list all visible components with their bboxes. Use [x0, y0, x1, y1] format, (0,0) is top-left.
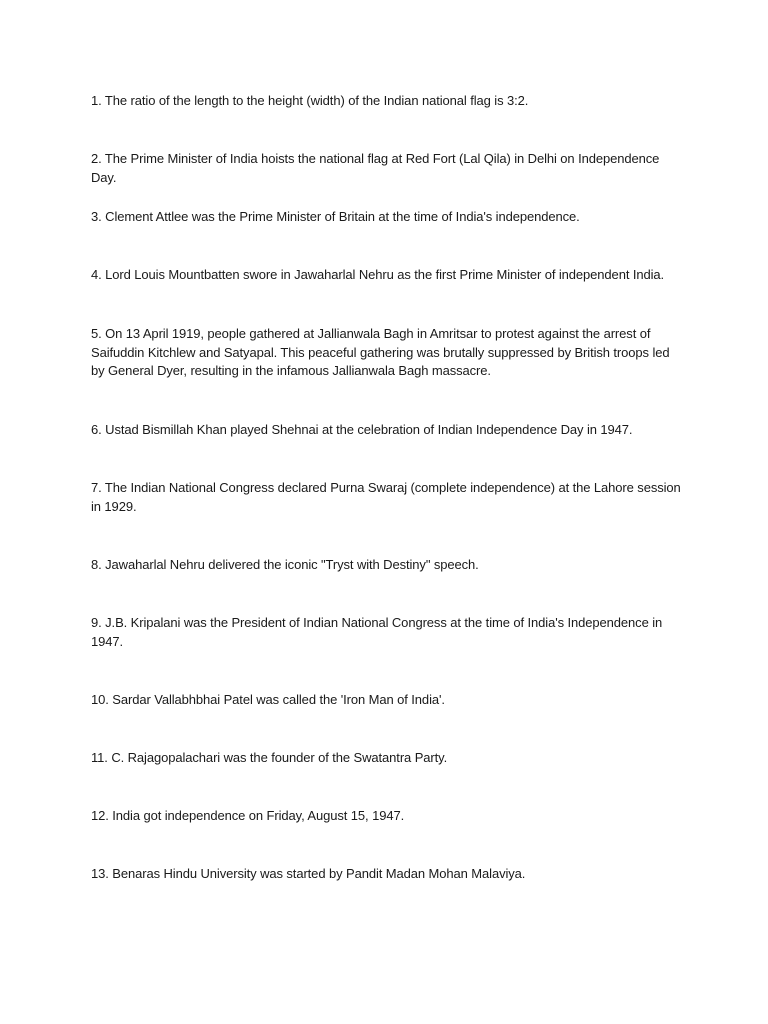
fact-item: 7. The Indian National Congress declared Purna Swaraj (complete independence) at the Lahore session in 1929. [91, 480, 681, 514]
fact-item: 3. Clement Attlee was the Prime Minister of Britain at the time of India's independence. [91, 209, 580, 224]
fact-item: 6. Ustad Bismillah Khan played Shehnai at the celebration of Indian Independence Day in 1947. [91, 422, 633, 437]
fact-item: 9. J.B. Kripalani was the President of Indian National Congress at the time of India's Independence in 1947. [91, 615, 663, 649]
fact-item: 12. India got independence on Friday, August 15, 1947. [91, 808, 405, 823]
fact-item: 4. Lord Louis Mountbatten swore in Jawaharlal Nehru as the first Prime Minister of independent India. [91, 267, 665, 282]
fact-item: 1. The ratio of the length to the height (width) of the Indian national flag is 3:2. [91, 93, 529, 108]
fact-item: 2. The Prime Minister of India hoists the national flag at Red Fort (Lal Qila) in Delhi on Independence Day. [91, 151, 660, 185]
fact-item: 11. C. Rajagopalachari was the founder of the Swatantra Party. [91, 750, 448, 765]
fact-item: 10. Sardar Vallabhbhai Patel was called the 'Iron Man of India'. [91, 692, 445, 707]
fact-item: 13. Benaras Hindu University was started by Pandit Madan Mohan Malaviya. [91, 866, 526, 881]
fact-item: 8. Jawaharlal Nehru delivered the iconic "Tryst with Destiny" speech. [91, 557, 479, 572]
fact-item: 5. On 13 April 1919, people gathered at Jallianwala Bagh in Amritsar to protest against the arrest of Saifuddin Kitchlew and Satyapal. This peaceful gathering was brutally suppressed by British troops led by General Dyer, resulting in the infamous Jallianwala Bagh massacre. [91, 326, 670, 378]
